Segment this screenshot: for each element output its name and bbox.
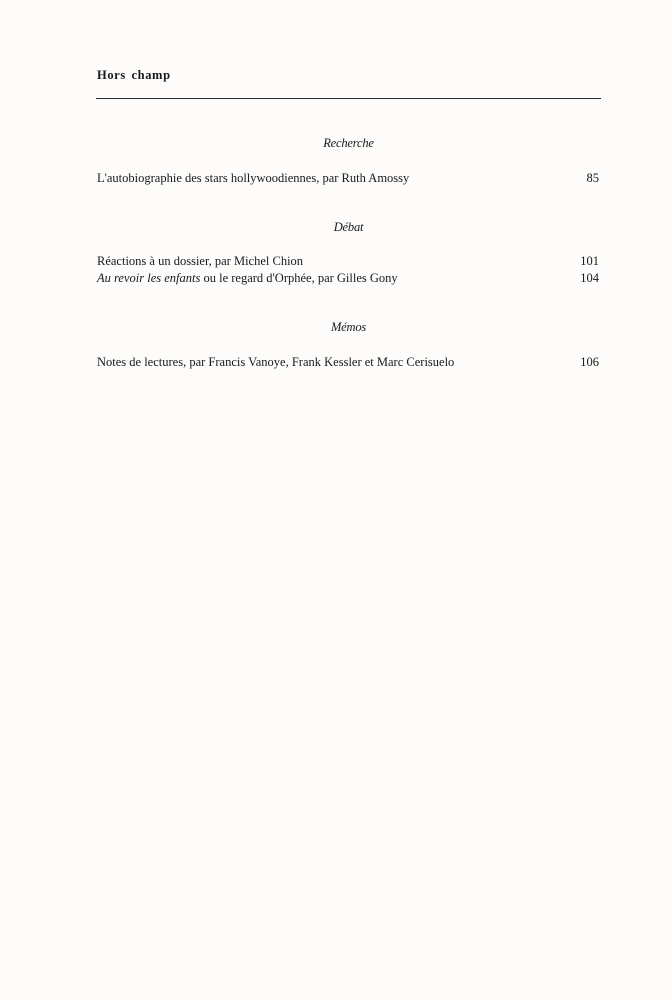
section-heading: Recherche bbox=[323, 136, 374, 150]
entry-title-rest: ou le regard d'Orphée, par Gilles Gony bbox=[200, 271, 398, 285]
entry-page-number: 106 bbox=[580, 355, 599, 369]
toc-entry bbox=[97, 253, 599, 269]
entry-page-number: 101 bbox=[580, 254, 599, 268]
header-rule bbox=[96, 98, 601, 99]
entry-title: Réactions à un dossier, par Michel Chion bbox=[97, 254, 304, 268]
section-heading: Débat bbox=[333, 220, 364, 234]
running-head-title: Hors champ bbox=[97, 68, 171, 82]
toc-entry bbox=[97, 170, 599, 186]
entry-page-number: 85 bbox=[586, 171, 599, 185]
toc-entry bbox=[97, 270, 599, 286]
entry-title: L'autobiographie des stars hollywoodiennes, par Ruth Amossy bbox=[97, 171, 410, 185]
entry-title-film-italic: Au revoir les enfants bbox=[97, 271, 201, 285]
section-heading: Mémos bbox=[330, 320, 367, 334]
entry-title: Notes de lectures, par Francis Vanoye, Frank Kessler et Marc Cerisuelo bbox=[97, 355, 455, 369]
toc-entry bbox=[97, 354, 599, 370]
entry-title bbox=[97, 270, 398, 286]
entry-page-number: 104 bbox=[580, 271, 599, 285]
